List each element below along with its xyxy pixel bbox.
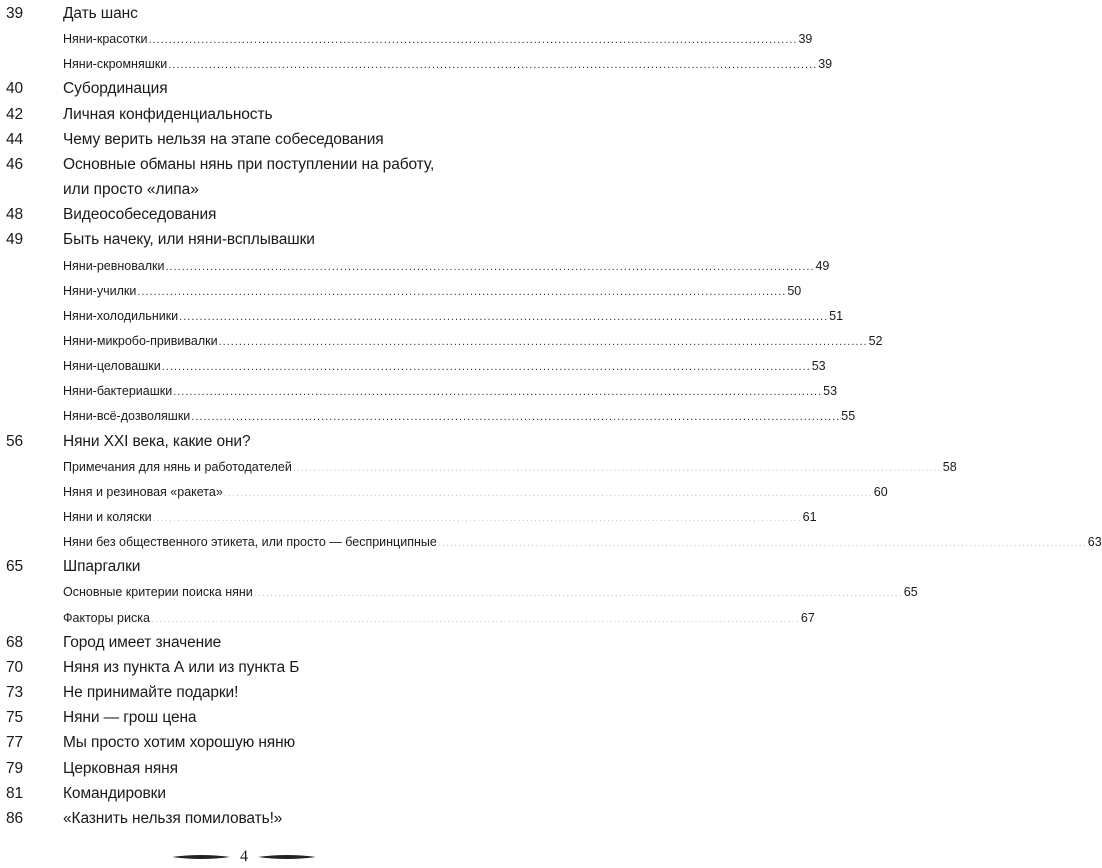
toc-subentry-title: Няни без общественного этикета, или просто — беспринципные bbox=[63, 535, 437, 550]
toc-subentry bbox=[0, 304, 844, 329]
toc-entry-page: 56 bbox=[6, 432, 24, 450]
toc-entry-title: Субординация bbox=[63, 80, 168, 98]
toc-subentry-title: Няни-ревновалки bbox=[63, 258, 165, 273]
dot-leader: ................................................................................................................................................................ bbox=[173, 386, 823, 399]
toc-entry-title: Церковная няня bbox=[63, 759, 178, 777]
toc-entry bbox=[0, 103, 488, 128]
toc-entry-page: 48 bbox=[6, 206, 24, 224]
dot-leader: ................................................................................................................................................................ bbox=[292, 461, 942, 474]
dot-leader: ................................................................................................................................................................ bbox=[437, 537, 1087, 550]
toc-subentry-page: 63 bbox=[1087, 535, 1102, 550]
right-ornament-icon bbox=[258, 854, 316, 860]
toc-entry-page: 49 bbox=[6, 231, 24, 249]
toc-subentry bbox=[0, 329, 883, 354]
toc-entry bbox=[0, 2, 488, 27]
toc-entry-page: 79 bbox=[6, 759, 24, 777]
toc-entry-title: Видеособеседования bbox=[63, 206, 217, 224]
toc-entry-title: Командировки bbox=[63, 784, 166, 802]
toc-subentry bbox=[0, 480, 888, 505]
toc-entry bbox=[0, 128, 488, 153]
dot-leader: ................................................................................................................................................................ bbox=[223, 486, 873, 499]
dot-leader: ................................................................................................................................................................ bbox=[218, 335, 868, 348]
toc-subentry-title: Факторы риска bbox=[63, 610, 150, 625]
toc-entry-title: Няни XXI века, какие они? bbox=[63, 432, 251, 450]
toc-entry-page: 44 bbox=[6, 130, 24, 148]
toc-subentry-title: Няни-училки bbox=[63, 283, 137, 298]
toc-entry bbox=[0, 656, 488, 681]
toc-subentry-title: Няни-целовашки bbox=[63, 359, 161, 374]
toc-subentry bbox=[0, 279, 802, 304]
toc-subentry-page: 65 bbox=[903, 585, 918, 600]
toc-entry bbox=[0, 782, 488, 807]
toc-entry-title: Личная конфиденциальность bbox=[63, 105, 273, 123]
toc-subentry bbox=[0, 254, 830, 279]
toc-subentry-page: 39 bbox=[798, 32, 813, 47]
toc-subentry-page: 60 bbox=[873, 484, 888, 499]
toc-entry-page: 81 bbox=[6, 784, 24, 802]
page-number: 4 bbox=[240, 848, 248, 865]
toc-subentry-title: Няни-красотки bbox=[63, 32, 148, 47]
toc-subentry-page: 58 bbox=[942, 459, 957, 474]
toc-subentry bbox=[0, 580, 918, 605]
dot-leader: ................................................................................................................................................................ bbox=[161, 361, 811, 374]
dot-leader: ................................................................................................................................................................ bbox=[137, 285, 787, 298]
toc-subentry-page: 50 bbox=[787, 283, 802, 298]
toc-entry-title: Няня из пункта А или из пункта Б bbox=[63, 658, 300, 676]
toc-entry bbox=[0, 228, 488, 253]
toc-entry-page: 86 bbox=[6, 809, 24, 827]
toc-entry-title: Дать шанс bbox=[63, 5, 138, 22]
dot-leader: ................................................................................................................................................................ bbox=[168, 59, 818, 72]
toc-subentry-title: Няни-холодильники bbox=[63, 308, 179, 323]
toc-entry-title: или просто «липа» bbox=[63, 181, 199, 199]
toc-subentry bbox=[0, 379, 838, 404]
toc-entry-title: Чему верить нельзя на этапе собеседования bbox=[63, 130, 384, 148]
toc-entry bbox=[0, 757, 488, 782]
toc-subentry-page: 67 bbox=[800, 610, 815, 625]
toc-entry bbox=[0, 203, 488, 228]
toc-subentry bbox=[0, 530, 1102, 555]
toc-subentry-page: 61 bbox=[802, 510, 817, 524]
dot-leader: ................................................................................................................................................................ bbox=[179, 310, 829, 323]
toc-entry bbox=[0, 706, 488, 731]
dot-leader: ................................................................................................................................................................ bbox=[148, 34, 798, 47]
toc-subentry-title: Няни-скромняшки bbox=[63, 57, 168, 72]
toc-entry bbox=[0, 430, 488, 455]
toc-subentry-title: Няня и резиновая «ракета» bbox=[63, 484, 223, 499]
toc-subentry-title: Основные критерии поиска няни bbox=[63, 585, 253, 600]
toc-entry-title: Няни — грош цена bbox=[63, 709, 197, 727]
toc-entry-title: Быть начеку, или няни-всплывашки bbox=[63, 231, 315, 249]
toc-subentry-page: 49 bbox=[815, 258, 830, 273]
toc-entry bbox=[0, 555, 488, 580]
toc-subentry-page: 55 bbox=[841, 409, 856, 424]
page-footer bbox=[0, 848, 488, 868]
toc-subentry-title: Няни-всё-дозволяшки bbox=[63, 409, 191, 424]
toc-subentry-page: 51 bbox=[829, 308, 844, 323]
toc-entry-title: Не принимайте подарки! bbox=[63, 684, 239, 702]
toc-entry-page: 70 bbox=[6, 658, 24, 676]
toc-subentry-page: 53 bbox=[811, 359, 826, 374]
toc-entry-title: «Казнить нельзя помиловать!» bbox=[63, 809, 283, 827]
toc-subentry-title: Няни и коляски bbox=[63, 510, 152, 524]
toc-subentry bbox=[0, 455, 957, 480]
toc-subentry-page: 52 bbox=[868, 333, 883, 348]
toc-entry-continuation bbox=[0, 178, 488, 203]
toc-entry-page: 46 bbox=[6, 155, 24, 173]
toc-entry-title: Шпаргалки bbox=[63, 558, 141, 576]
toc-entry-page: 68 bbox=[6, 633, 24, 651]
toc-entry-title: Город имеет значение bbox=[63, 633, 222, 651]
toc-entry bbox=[0, 153, 488, 178]
toc-entry bbox=[0, 631, 488, 656]
toc-subentry bbox=[0, 354, 826, 379]
toc-entry bbox=[0, 77, 488, 102]
dot-leader: ................................................................................................................................................................ bbox=[191, 411, 841, 424]
toc-subentry-title: Примечания для нянь и работодателей bbox=[63, 459, 292, 474]
toc-subentry-title: Няни-бактериашки bbox=[63, 384, 173, 399]
toc-entry-page: 39 bbox=[6, 5, 24, 22]
toc-entry-page: 42 bbox=[6, 105, 24, 123]
toc-entry-page: 73 bbox=[6, 684, 24, 702]
toc-subentry bbox=[0, 27, 813, 52]
toc-entry-page: 77 bbox=[6, 734, 24, 752]
toc-subentry bbox=[0, 505, 817, 530]
toc-subentry-page: 39 bbox=[818, 57, 833, 72]
toc-entry-title: Основные обманы нянь при поступлении на работу, bbox=[63, 155, 435, 173]
toc-subentry bbox=[0, 606, 815, 631]
toc-entry bbox=[0, 681, 488, 706]
dot-leader: ................................................................................................................................................................ bbox=[165, 260, 815, 273]
toc-entry bbox=[0, 807, 488, 832]
dot-leader: ................................................................................................................................................................ bbox=[150, 612, 800, 625]
left-ornament-icon bbox=[172, 854, 230, 860]
toc-entry-page: 75 bbox=[6, 709, 24, 727]
toc-entry-title: Мы просто хотим хорошую няню bbox=[63, 734, 296, 752]
toc-subentry-page: 53 bbox=[823, 384, 838, 399]
dot-leader: ................................................................................................................................................................ bbox=[152, 512, 802, 524]
dot-leader: ................................................................................................................................................................ bbox=[253, 587, 903, 600]
toc-entry-page: 40 bbox=[6, 80, 24, 98]
toc-subentry bbox=[0, 404, 856, 429]
toc-subentry bbox=[0, 52, 833, 77]
toc-entry-page: 65 bbox=[6, 558, 24, 576]
toc-subentry-title: Няни-микробо-прививалки bbox=[63, 333, 218, 348]
toc-entry bbox=[0, 731, 488, 756]
